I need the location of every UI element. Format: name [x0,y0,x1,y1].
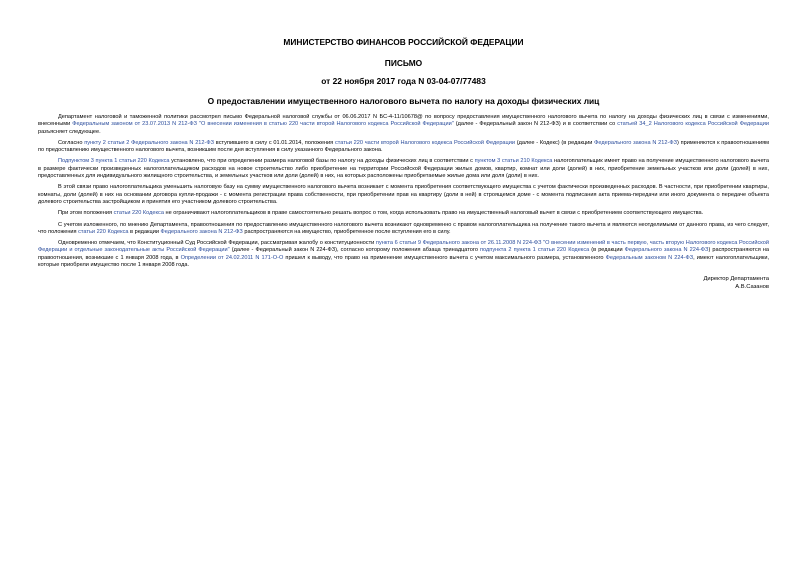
body-paragraph [38,240,769,269]
paragraph-text: Одновременно отмечаем, что Конституционный Суд Российской Федерации, рассматривая жалобу о конституционности [58,240,376,247]
body-paragraph [38,158,769,180]
document-date-number: от 22 ноября 2017 года N 03-04-07/77483 [321,76,486,86]
legal-reference-link[interactable]: Определении от 24.02.2011 N 171-О-О [180,254,284,261]
paragraph-text: , имеют налогоплательщики, которые приобрели имущество после 1 января 2008 года. [38,254,770,269]
body-paragraph [38,222,769,237]
paragraph-text: При этом положения [58,210,114,217]
body-paragraph [38,210,769,217]
paragraph-text: пришел к выводу, что право на применение имущественного вычета с учетом максимального размера, установленного [283,254,606,261]
paragraph-text: (далее - Федеральный закон N 224-ФЗ), согласно которому положения абзаца тринадцатого [229,247,481,254]
legal-reference-link[interactable]: Подпунктом 3 пункта 1 статьи 220 Кодекса [58,158,170,165]
signature-position: Директор Департамента [703,276,769,282]
legal-reference-link[interactable]: статьи 220 Кодекса [113,210,164,217]
paragraph-text: разъясняет следующее. [38,128,101,135]
body-paragraph [38,184,769,206]
legal-reference-link[interactable]: Федерального закона N 212-ФЗ [594,139,677,146]
document-subject: О предоставлении имущественного налогового вычета по налогу на доходы физических лиц [207,96,600,106]
legal-reference-link[interactable]: Федерального закона N 224-ФЗ [624,247,709,254]
paragraph-text: ) применяются к правоотношениям по предоставлению имущественного налогового вычета, возникшим после дня вступления в силу указанного Федерального закона. [38,139,769,154]
paragraph-text: распространяются на имущество, приобретенное после вступления его в силу. [242,228,451,235]
paragraph-text: С учетом изложенного, по мнению Департамента, правоотношения по предоставлению имущественного налогового вычета возникают одновременно с правом налогоплательщика на получение такого вычета и являются неотделимыми от данного права, из чего следует, что положения [38,221,769,235]
legal-reference-link[interactable]: подпункта 2 пункта 1 статьи 220 Кодекса [480,247,590,254]
signature-name: А.В.Сазанов [735,284,769,290]
legal-reference-link[interactable]: статьи 220 части второй Налогового кодекса Российской Федерации [334,139,515,146]
legal-reference-link[interactable]: пункту 2 статьи 2 Федерального закона N 212-ФЗ [84,139,215,146]
paragraph-text: Департамент налоговой и таможенной политики рассмотрел письмо Федеральной налоговой службы от 06.06.2017 N БС-4-11/10678@ по вопросу предоставления имущественного налогового вычета по налогу на доходы физических лиц в связи с изменениями, внесенными [38,114,769,128]
ministry-title: МИНИСТЕРСТВО ФИНАНСОВ РОССИЙСКОЙ ФЕДЕРАЦИИ [283,37,524,47]
paragraph-text: В этой связи право налогоплательщика уменьшить налоговую базу на сумму имущественного налогового вычета возникает с момента приобретения соответствующего имущества с учетом фактически произведенных расходов. В частности, при приобретении квартиры, комнаты, доли (долей) в них на основании договора купли-продажи - с момента регистрации права собственности, при приобретении прав на квартиру (доли в ней) в строящемся доме - с момента подписания акта приема-передачи или иного документа о передаче объекта долевого строительства застройщиком и принятия его участником долевого строительства. [38,184,769,205]
paragraph-text: (в редакции [589,247,625,254]
paragraph-text: установлено, что при определении размера налоговой базы по налогу на доходы физических лиц в соответствии с [169,158,475,165]
legal-reference-link[interactable]: пункта 6 статьи 9 Федерального закона от 26.11.2008 N 224-ФЗ "О внесении изменений в часть первую, часть вторую Налогового кодекса Российской Федерации и отдельные законодательные акты Российской Федерации" [38,240,769,254]
legal-reference-link[interactable]: Федеральным законом от 23.07.2013 N 212-ФЗ "О внесении изменения в статью 220 части второй Налогового кодекса Российской Федерации" [72,121,454,128]
paragraph-text: (далее - Федеральный закон N 212-ФЗ) и в соответствии со [453,121,618,128]
legal-reference-link[interactable]: Федерального закона N 212-ФЗ [160,228,243,235]
paragraph-text: вступившего в силу с 01.01.2014, положения [214,139,335,146]
document-body [38,114,769,273]
legal-reference-link[interactable]: статьи 220 Кодекса [78,228,129,235]
paragraph-text: (далее - Кодекс) (в редакции [515,139,595,146]
signature-block [703,275,769,291]
paragraph-text: не ограничивают налогоплательщиков в праве самостоятельно решать вопрос о том, когда использовать право на имущественный налоговый вычет в связи с приобретением соответствующего имущества. [163,210,704,217]
paragraph-text: ) распространяются на правоотношения, возникшие с 1 января 2008 года, в [38,247,770,261]
document-type: ПИСЬМО [384,58,423,68]
paragraph-text: Согласно [58,139,85,146]
paragraph-text: налогоплательщик имеет право на получение имущественного налогового вычета в размере фактически произведенных налогоплательщиком расходов на новое строительство либо приобретение на территории Российской Федерации жилых домов, квартир, комнат или доли (долей) в них, приобретение земельных участков или доли (долей) в них, предоставленных для индивидуального жилищного строительства, и земельных участков или доли (долей) в них, на которых расположены приобретаемые жилые дома или доля (доли) в них. [38,158,770,180]
paragraph-text: в редакции [128,228,161,235]
legal-reference-link[interactable]: статьей 34_2 Налогового кодекса Российской Федерации [617,121,769,128]
legal-reference-link[interactable]: Федеральным законом N 224-ФЗ [605,254,694,261]
body-paragraph [38,140,769,155]
body-paragraph [38,114,769,136]
legal-reference-link[interactable]: пунктом 3 статьи 210 Кодекса [474,158,553,165]
